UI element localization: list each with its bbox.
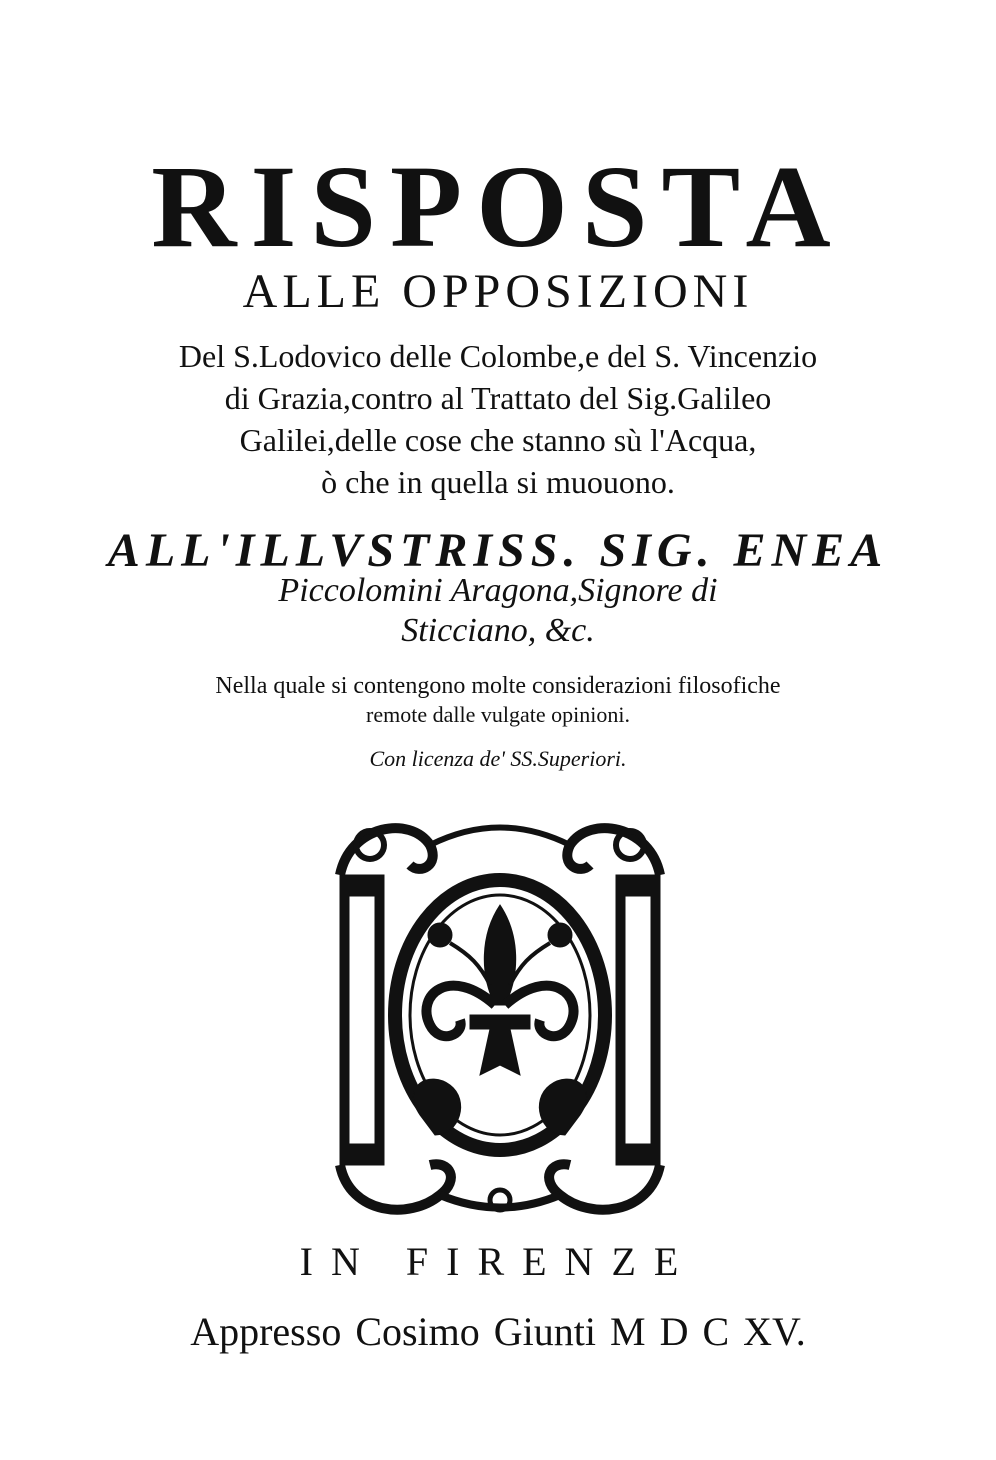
description-line: di Grazia,contro al Trattato del Sig.Galileo [224,380,772,416]
main-title: RISPOSTA [151,141,845,272]
description-line: Del S.Lodovico delle Colombe,e del S. Vincenzio [178,338,818,374]
description-line: ò che in quella si muouono. [321,464,675,500]
florentine-lily-printers-device-icon [330,815,670,1225]
note-line: remote dalle vulgate opinioni. [366,702,630,727]
dedication-heading: ALL'ILLVSTRISS. SIG. ENEA [107,524,889,577]
note-line: Nella quale si contengono molte considerazioni filosofiche [215,673,781,699]
city-line: IN FIRENZE [299,1239,697,1284]
license-line: Con licenza de' SS.Superiori. [369,746,627,771]
dedication-line: Sticciano, &c. [401,612,595,649]
subtitle: ALLE OPPOSIZIONI [242,265,754,318]
description-line: Galilei,delle cose che stanno sù l'Acqua, [239,422,757,458]
dedication-line: Piccolomini Aragona,Signore di [278,572,718,609]
imprint-line: Appresso Cosimo Giunti M D C XV. [190,1309,806,1354]
